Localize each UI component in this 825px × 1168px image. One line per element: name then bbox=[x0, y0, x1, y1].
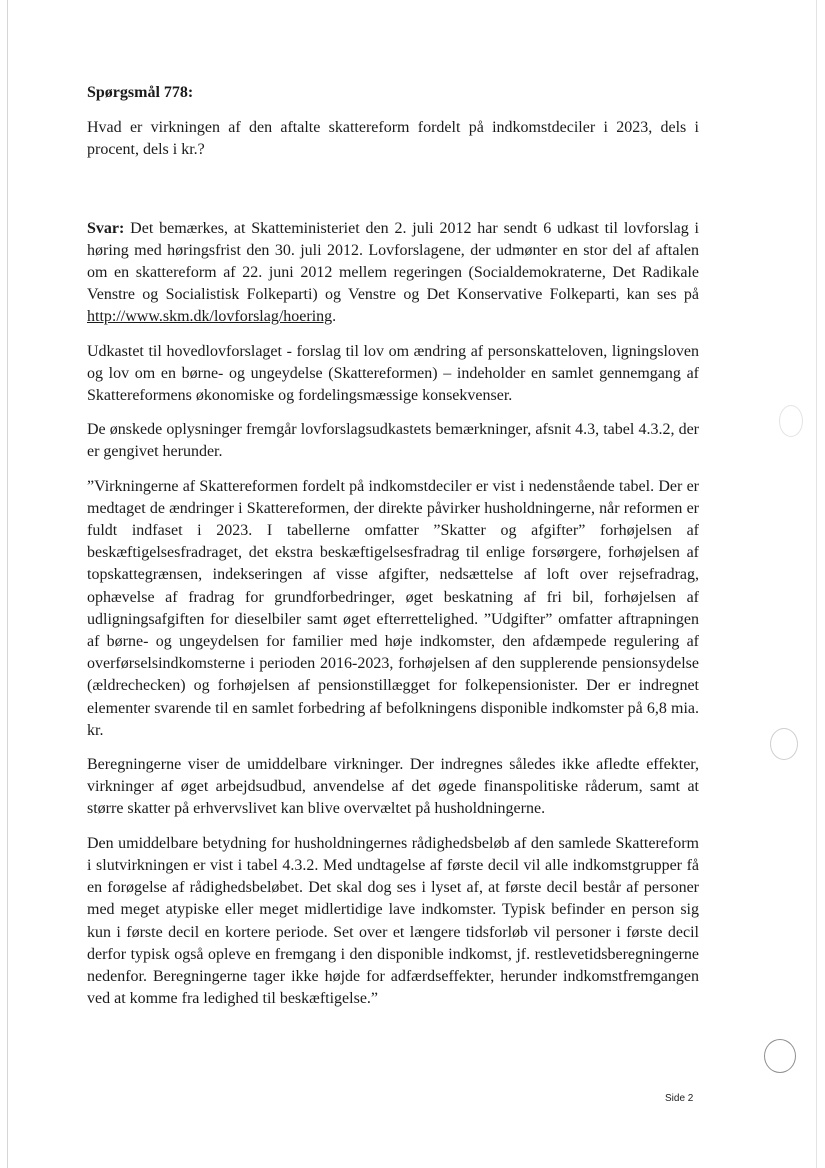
document-body bbox=[87, 82, 699, 1022]
paragraph-main-bill: Udkastet til hovedlovforslaget - forslag til lov om ændring af personskatteloven, ligningsloven og lov om en børne- og ungeydelse (Skattereformen) – indeholder en samlet gennemgang af Skattereformens økonomiske og fordelingsmæssige konsekvenser. bbox=[87, 342, 699, 405]
question-heading: Spørgsmål 778: bbox=[87, 84, 194, 101]
punch-hole-mark bbox=[770, 728, 798, 760]
punch-hole-mark bbox=[779, 405, 803, 437]
scan-edge-left bbox=[7, 0, 8, 1168]
paragraph-disposable-income: Den umiddelbare betydning for husholdningernes rådighedsbeløb af den samlede Skattereform i slutvirkningen er vist i tabel 4.3.2. Med undtagelse af første decil vil alle indkomstgrupper få en forøgelse af rådighedsbeløbet. Det skal dog ses i lyset af, at første decil består af personer med meget atypiske eller meget midlertidige lave indkomster. Typisk befinder en person sig kun i første decil en kortere periode. Set over et længere tidsforløb vil personer i første decil derfor typisk også opleve en fremgang i den disponible indkomst, jf. restlevetidsberegningerne nedenfor. Beregningerne tager ikke højde for adfærdseffekter, herunder indkomstfremgangen ved at komme fra ledighed til beskæftigelse.” bbox=[87, 834, 699, 1008]
paragraph-table-reference: De ønskede oplysninger fremgår lovforslagsudkastets bemærkninger, afsnit 4.3, tabel 4.3.2, der er gengivet herunder. bbox=[87, 421, 699, 461]
answer-paragraph bbox=[87, 218, 699, 329]
answer-label: Svar: bbox=[87, 219, 125, 237]
scan-edge-right bbox=[816, 0, 817, 1168]
page-number: Side 2 bbox=[665, 1093, 694, 1104]
paragraph-calculations: Beregningerne viser de umiddelbare virkninger. Der indregnes således ikke afledte effekter, virkninger af øget arbejdsudbud, anvendelse af det øgede finanspolitiske råderum, samt at større skatter på erhvervslivet kan blive overvæltet på husholdningerne. bbox=[87, 756, 699, 818]
answer-link-suffix: . bbox=[332, 308, 337, 326]
paragraph-quote-effects: ”Virkningerne af Skattereformen fordelt på indkomstdeciler er vist i nedenstående tabel. Der er medtaget de ændringer i Skattereformen, der direkte påvirker husholdningerne, når reformen er fuldt indfaset i 2023. I tabellerne omfatter ”Skatter og afgifter” forhøjelsen af beskæftigelsesfradraget, det ekstra beskæftigelsesfradrag til enlige forsørgere, forhøjelsen af topskattegrænsen, indekseringen af visse afgifter, nedsættelse af loft over rejsefradrag, ophævelse af fradrag for grundforbedringer, øget beskatning af fri bil, forhøjelsen af udligningsafgiften for dieselbiler samt øget efterrettelighed. ”Udgifter” omfatter aftrapningen af børne- og ungeydelsen for familier med høje indkomster, den afdæmpede regulering af overførselsindkomsterne i perioden 2016-2023, forhøjelsen af den supplerende pensionsydelse (ældrechecken) og forhøjelsen af pensionstillægget for folkepensionister. Der er indregnet elementer svarende til en samlet forbedring af befolkningens disponible indkomster på 6,8 mia. kr. bbox=[87, 477, 699, 739]
answer-text: Det bemærkes, at Skatteministeriet den 2. juli 2012 har sendt 6 udkast til lovforslag i høring med høringsfrist den 30. juli 2012. Lovforslagene, der udmønter en stor del af aftalen om en skattereform af 22. juni 2012 mellem regeringen (Socialdemokraterne, Det Radikale Venstre og Socialistisk Folkeparti) og Venstre og Det Konservative Folkeparti, kan ses på bbox=[87, 219, 699, 304]
question-text: Hvad er virkningen af den aftalte skattereform fordelt på indkomstdeciler i 2023, dels i procent, dels i kr.? bbox=[87, 119, 699, 159]
punch-hole-mark bbox=[764, 1039, 796, 1073]
hearing-link[interactable]: http://www.skm.dk/lovforslag/hoering bbox=[87, 308, 333, 326]
